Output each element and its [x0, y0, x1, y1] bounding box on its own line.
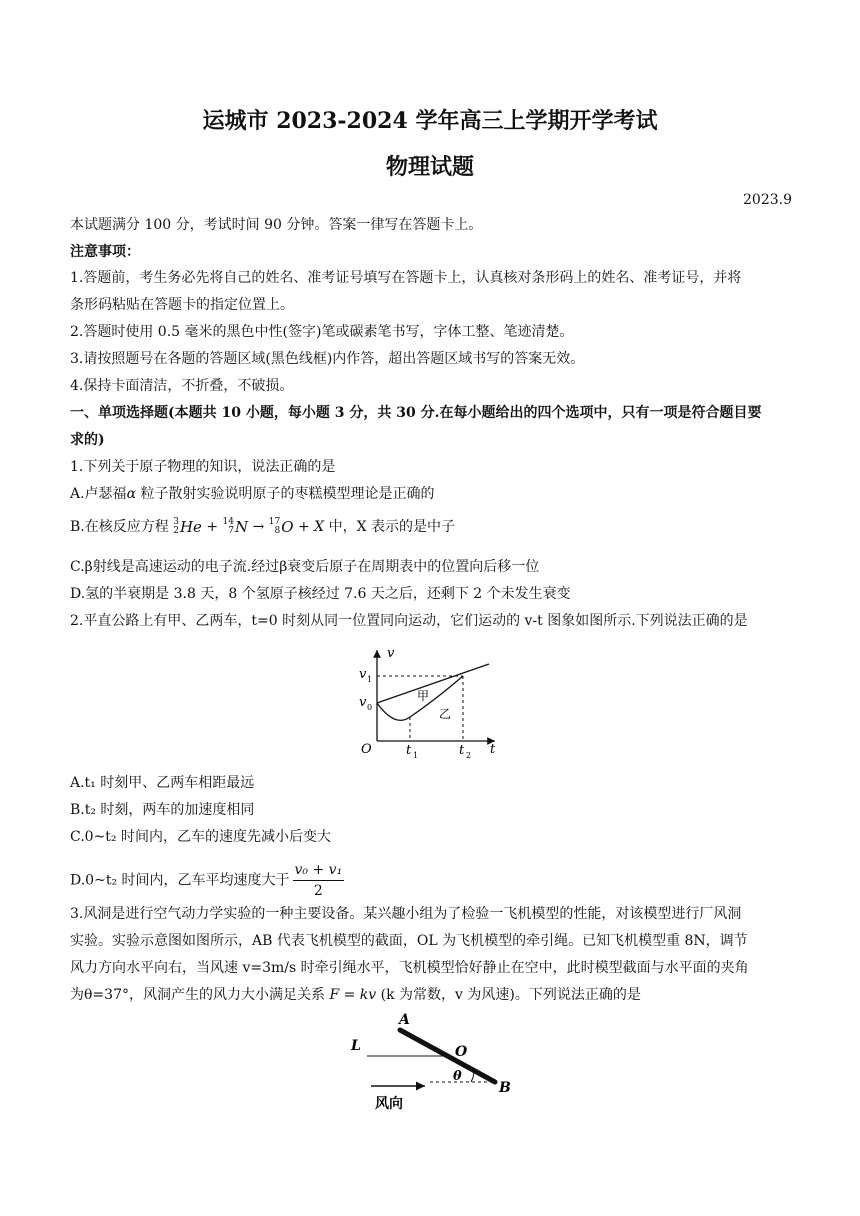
fraction-numerator: v₀ + v₁ [293, 860, 345, 881]
v1-label: v [359, 667, 367, 682]
label-b: B [499, 1080, 511, 1096]
q2-d-pre: D.0~t₂ 时间内，乙车平均速度大于 [70, 872, 290, 889]
notice-label: 注意事项： [70, 244, 140, 260]
q3-line-4 [70, 985, 800, 1005]
notice-1b: 条形码粘贴在答题卡的指定位置上。 [70, 297, 294, 313]
q3-line-1: 3.风洞是进行空气动力学实验的一种主要设备。某兴趣小组为了检验一飞机模型的性能，对该模型进行厂风洞 [70, 906, 742, 922]
v0-label: v [359, 695, 367, 710]
q1-option-c: C.β射线是高速运动的电子流.经过β衰变后原子在周期表中的位置向后移一位 [70, 559, 540, 575]
particle-x: X [314, 519, 325, 535]
jia-label: 甲 [417, 689, 430, 703]
q2-option-b: B.t₂ 时刻，两车的加速度相同 [70, 802, 255, 818]
theta-arc [471, 1071, 474, 1082]
q1-option-a [70, 484, 800, 504]
q3-l4-pre: 为θ=37°，风洞产生的风力大小满足关系 [70, 987, 330, 1003]
label-theta: θ [453, 1069, 462, 1084]
label-o: O [455, 1044, 468, 1060]
fraction-denominator: 2 [313, 883, 323, 899]
v-axis-label: v [387, 646, 395, 661]
q2-stem: 2.平直公路上有甲、乙两车，t=0 时刻从同一位置同向运动，它们运动的 v-t 图象如图所示.下列说法正确的是 [70, 613, 748, 629]
t1-subscript: 1 [413, 751, 419, 760]
exam-title: 运城市 2023-2024 学年高三上学期开学考试 [202, 108, 658, 134]
wind-tunnel-figure [345, 1008, 525, 1114]
q1-option-b [70, 517, 800, 537]
nuclide-he: 3 2 He [173, 517, 202, 536]
intro-line: 本试题满分 100 分，考试时间 90 分钟。答案一律写在答题卡上。 [70, 217, 483, 233]
exam-subtitle: 物理试题 [385, 154, 474, 180]
average-velocity-fraction [293, 860, 345, 901]
notice-2: 2.答题时使用 0.5 毫米的黑色中性(签字)笔或碳素笔书写，字体工整、笔迹清楚。 [70, 324, 574, 340]
notice-3: 3.请按照题号在各题的答题区域(黑色线框)内作答，超出答题区域书写的答案无效。 [70, 351, 585, 367]
v0-subscript: 0 [367, 703, 373, 712]
nuclide-n: 14 7 N [222, 517, 249, 536]
notice-4: 4.保持卡面清洁，不折叠，不破损。 [70, 378, 294, 394]
section1-heading-b: 求的) [70, 432, 105, 448]
wind-force-equation: F = kv [329, 987, 377, 1003]
alpha-symbol: α [126, 486, 137, 502]
q2-option-d [70, 860, 800, 901]
q1-a-pre: A.卢瑟福 [70, 486, 127, 502]
q2-option-c: C.0~t₂ 时间内，乙车的速度先减小后变大 [70, 829, 331, 845]
yi-label: 乙 [439, 707, 452, 721]
plus-sign: + [297, 519, 310, 535]
q1-b-pre: B.在核反应方程 [70, 519, 169, 535]
q2-option-a: A.t₁ 时刻甲、乙两车相距最远 [70, 775, 255, 791]
vt-graph-figure [355, 640, 505, 762]
section1-heading-a: 一、单项选择题(本题共 10 小题，每小题 3 分，共 30 分.在每小题给出的四个选项中，只有一项是符合题目要 [70, 405, 762, 421]
nuclide-o: 17 8 O [268, 517, 294, 536]
notice-1a: 1.答题前，考生务必先将自己的姓名、准考证号填写在答题卡上，认真核对条形码上的姓名、准考证号，并将 [70, 270, 742, 286]
q1-stem: 1.下列关于原子物理的知识，说法正确的是 [70, 459, 336, 475]
t-axis-label: t [490, 742, 496, 757]
q1-option-d: D.氢的半衰期是 3.8 天，8 个氢原子核经过 7.6 天之后，还剩下 2 个未发生衰变 [70, 586, 571, 602]
jia-line [377, 664, 489, 703]
arrow-symbol: → [252, 519, 265, 535]
q3-l4-post: (k 为常数，v 为风速)。下列说法正确的是 [376, 987, 641, 1003]
t2-subscript: 2 [466, 751, 472, 760]
v1-subscript: 1 [367, 675, 373, 684]
plus-sign: + [206, 519, 219, 535]
q1-b-post: 中，X 表示的是中子 [328, 519, 456, 535]
t1-label: t [406, 743, 412, 758]
exam-date: 2023.9 [743, 192, 792, 208]
wind-direction-label: 风向 [375, 1096, 403, 1112]
t2-label: t [459, 743, 465, 758]
q3-line-3: 风力方向水平向右，当风速 v=3m/s 时牵引绳水平，飞机模型恰好静止在空中，此时模型截面与水平面的夹角 [70, 960, 749, 976]
q1-a-post: 粒子散射实验说明原子的枣糕模型理论是正确的 [136, 486, 435, 502]
origin-label: O [361, 742, 372, 757]
label-a: A [399, 1012, 410, 1028]
label-l: L [351, 1038, 361, 1054]
q3-line-2: 实验。实验示意图如图所示，AB 代表飞机模型的截面，OL 为飞机模型的牵引绳。已知飞机模型重 8N，调节 [70, 933, 748, 949]
